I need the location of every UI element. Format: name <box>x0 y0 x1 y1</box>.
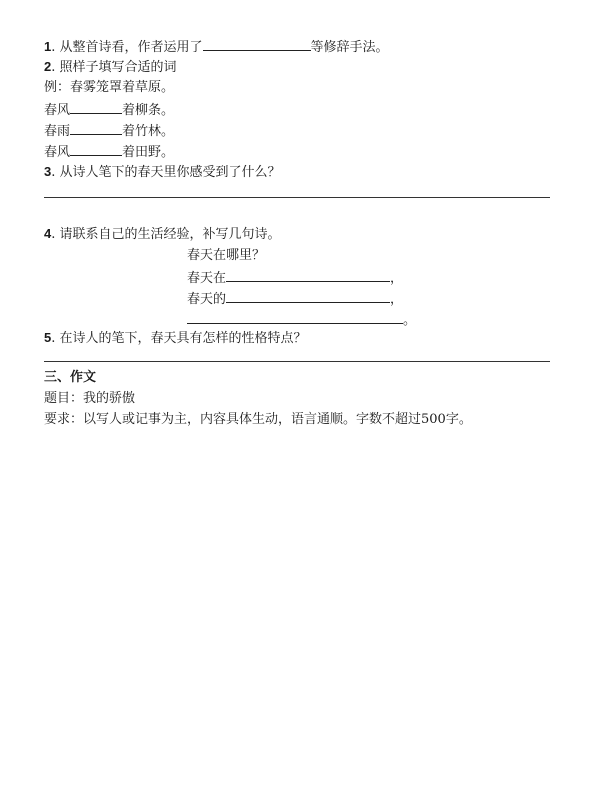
poem-line-3 <box>187 289 403 309</box>
poem-prefix: 春天的 <box>187 292 227 307</box>
question-1-number: 1 <box>44 39 52 54</box>
item-suffix: 着柳条。 <box>122 103 175 118</box>
poem-blank[interactable] <box>226 268 390 282</box>
question-4-number: 4 <box>44 226 52 241</box>
poem-blank[interactable] <box>226 289 390 303</box>
poem-line-4 <box>187 310 416 330</box>
item-prefix: 春风 <box>44 145 71 160</box>
poem-suffix: ， <box>390 271 404 286</box>
poem-line-2 <box>187 268 403 288</box>
question-1-text: . 从整首诗看，作者运用了 <box>51 40 203 55</box>
question-3-answer-line[interactable] <box>44 197 550 198</box>
question-1-blank[interactable] <box>203 37 311 51</box>
item-suffix: 着竹林。 <box>122 124 175 139</box>
item-prefix: 春雨 <box>44 124 71 139</box>
question-4-text: . 请联系自己的生活经验，补写几句诗。 <box>51 227 281 242</box>
item-suffix: 着田野。 <box>122 145 175 160</box>
question-5 <box>44 329 307 348</box>
poem-blank[interactable] <box>187 310 403 324</box>
item-blank[interactable] <box>70 121 122 135</box>
question-3-text: . 从诗人笔下的春天里你感受到了什么？ <box>51 165 281 180</box>
question-1 <box>44 37 389 57</box>
question-4 <box>44 225 281 244</box>
poem-suffix: 。 <box>403 313 417 328</box>
question-5-answer-line[interactable] <box>44 361 550 362</box>
question-2-text: . 照样子填写合适的词 <box>51 60 177 75</box>
essay-title: 题目：我的骄傲 <box>44 391 136 406</box>
question-3 <box>44 163 281 182</box>
essay-requirement: 要求：以写人或记事为主，内容具体生动，语言通顺。字数不超过500字。 <box>44 412 472 427</box>
item-blank[interactable] <box>70 100 122 114</box>
question-1-suffix: 等修辞手法。 <box>310 40 389 55</box>
poem-suffix: ， <box>390 292 404 307</box>
question-2-item-1 <box>44 100 174 120</box>
question-3-number: 3 <box>44 164 52 179</box>
question-2-example: 例：春雾笼罩着草原。 <box>44 80 175 95</box>
item-blank[interactable] <box>70 142 122 156</box>
question-2 <box>44 58 177 77</box>
question-2-item-3 <box>44 142 174 162</box>
question-2-number: 2 <box>44 59 52 74</box>
section-heading: 三、作文 <box>44 370 97 385</box>
poem-line-1: 春天在哪里？ <box>187 248 266 263</box>
question-2-item-2 <box>44 121 174 141</box>
poem-prefix: 春天在 <box>187 271 227 286</box>
item-prefix: 春风 <box>44 103 71 118</box>
question-5-number: 5 <box>44 330 52 345</box>
question-5-text: . 在诗人的笔下，春天具有怎样的性格特点？ <box>51 331 307 346</box>
